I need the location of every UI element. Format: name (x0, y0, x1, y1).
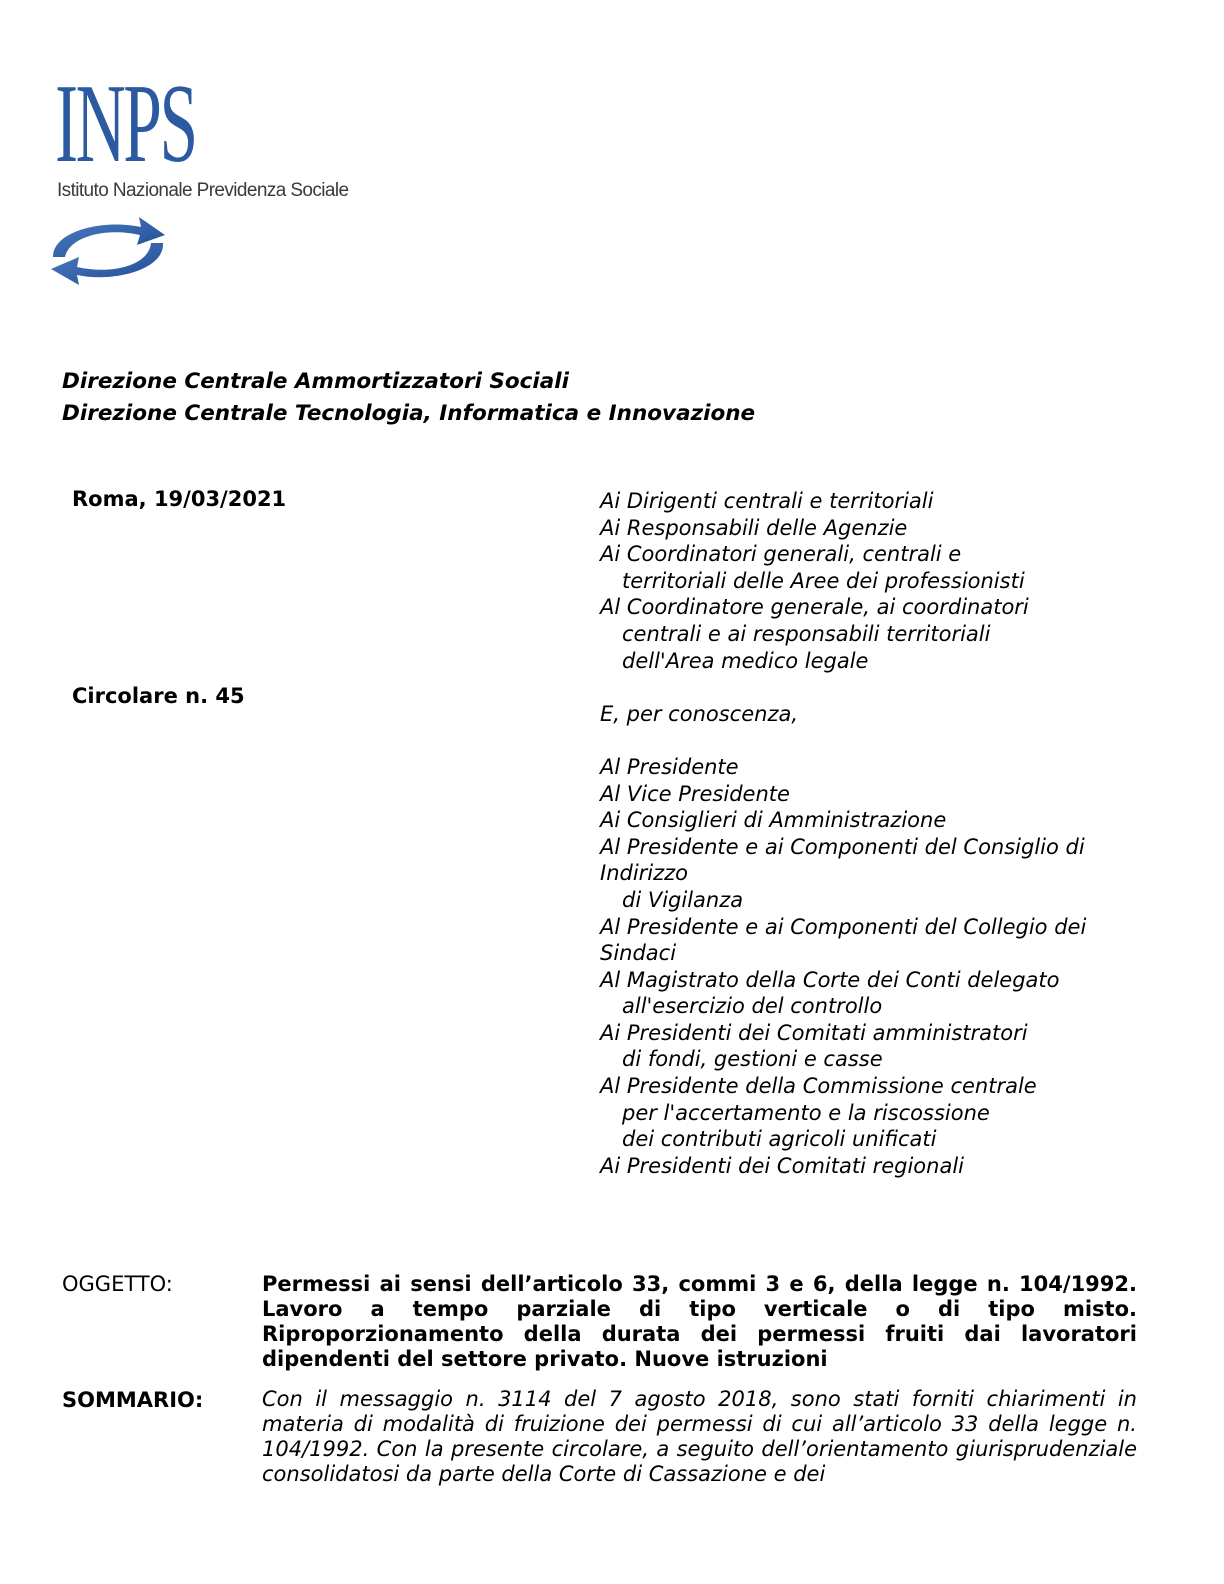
circular-number: Circolare n. 45 (72, 684, 245, 708)
sommario-text: Con il messaggio n. 3114 del 7 agosto 2018, sono stati forniti chiarimenti in materia di modalità di fruizione dei permessi di cui all’articolo 33 della legge n. 104/1992. Con la presente circolare, a seguito dell’orientamento giurisprudenziale consolidatosi da parte della Corte di Cassazione e dei (262, 1387, 1137, 1486)
recipient-line: Ai Coordinatori generali, centrali e (600, 542, 962, 567)
recipient-line: Al Presidente e ai Componenti del Consiglio di (600, 834, 1085, 859)
directorate-line: Direzione Centrale Tecnologia, Informatica e Innovazione (62, 401, 756, 426)
recipient-line: Al Presidente e ai Componenti del Collegio dei (600, 914, 1087, 939)
recipient-line: Al Presidente della Commissione centrale (600, 1074, 1037, 1099)
document-date: Roma, 19/03/2021 (72, 487, 287, 511)
recipient-line: Al Presidente (600, 754, 739, 779)
recipient-line: Indirizzo (600, 861, 689, 886)
cc-intro: E, per conoscenza, (600, 701, 799, 726)
recipient-line: Al Coordinatore generale, ai coordinatori (600, 595, 1029, 620)
recipient-line: dei contributi agricoli unificati (622, 1127, 937, 1152)
recipient-line: all'esercizio del controllo (622, 994, 883, 1019)
directorates-header (62, 366, 755, 430)
recipient-line: di Vigilanza (622, 887, 744, 912)
logo-wordmark: INPS (55, 62, 196, 186)
recipient-line: centrali e ai responsabili territoriali (622, 621, 991, 646)
recipient-line: Ai Presidenti dei Comitati regionali (600, 1153, 964, 1178)
directorate-line: Direzione Centrale Ammortizzatori Sociali (62, 369, 570, 394)
sommario-label: SOMMARIO: (62, 1388, 204, 1412)
recipient-line: Ai Consiglieri di Amministrazione (600, 808, 947, 833)
recipients-block (600, 488, 1140, 1179)
recipient-line: Al Vice Presidente (600, 781, 790, 806)
recipient-line: Ai Presidenti dei Comitati amministratori (600, 1020, 1028, 1045)
cc-recipients (600, 754, 1140, 1180)
spacer (600, 674, 1140, 701)
oggetto-label: OGGETTO: (62, 1272, 173, 1296)
logo-subtitle: Istituto Nazionale Previdenza Sociale (57, 180, 349, 201)
recipient-line: Al Magistrato della Corte dei Conti delegato (600, 967, 1060, 992)
recipient-line: di fondi, gestioni e casse (622, 1047, 883, 1072)
recipient-line: per l'accertamento e la riscossione (622, 1100, 990, 1125)
inps-logo (55, 62, 385, 298)
logo-arrows-icon (43, 213, 173, 287)
primary-recipients (600, 488, 1140, 674)
recipient-line: territoriali delle Aree dei professionisti (622, 568, 1025, 593)
recipient-line: dell'Area medico legale (622, 648, 869, 673)
recipient-line: Sindaci (600, 941, 677, 966)
recipient-line: Ai Responsabili delle Agenzie (600, 515, 908, 540)
oggetto-text: Permessi ai sensi dell’articolo 33, commi 3 e 6, della legge n. 104/1992. Lavoro a tempo parziale di tipo verticale o di tipo misto. Riproporzionamento della durata dei permessi fruiti dai lavoratori dipendenti del settore privato. Nuove istruzioni (262, 1272, 1137, 1371)
spacer (600, 727, 1140, 754)
recipient-line: Ai Dirigenti centrali e territoriali (600, 489, 934, 513)
